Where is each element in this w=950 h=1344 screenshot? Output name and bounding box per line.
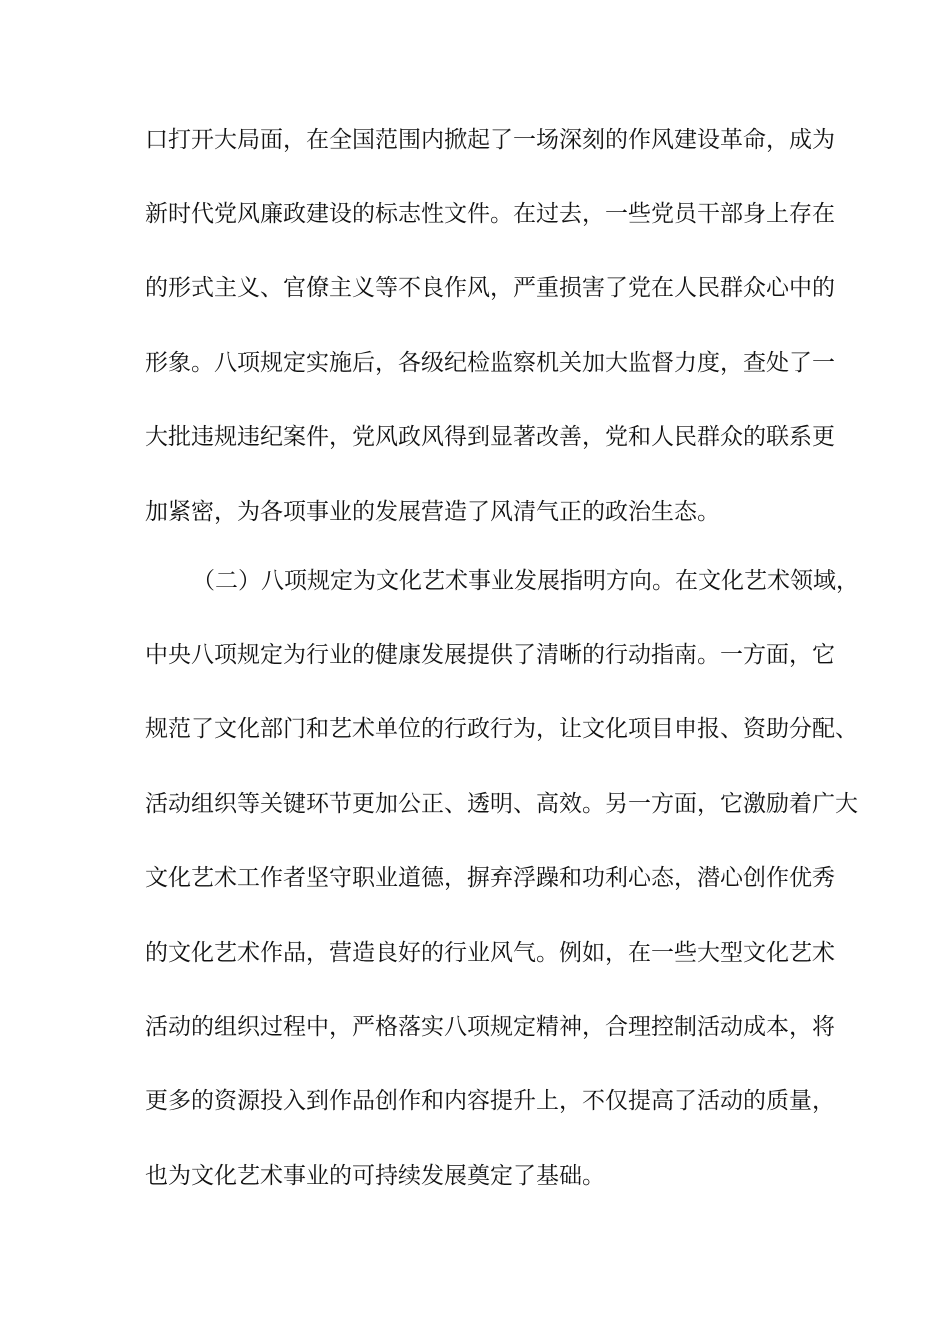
text-line: 也为文化艺术事业的可持续发展奠定了基础。 (145, 1163, 605, 1189)
text-line: 活动组织等关键环节更加公正、透明、高效。另一方面，它激励着广大 (145, 791, 858, 817)
text-line: 中央八项规定为行业的健康发展提供了清晰的行动指南。一方面，它 (145, 642, 835, 668)
text-line: 口打开大局面，在全国范围内掀起了一场深刻的作风建设革命，成为 (145, 127, 835, 153)
text-line: 活动的组织过程中，严格落实八项规定精神，合理控制活动成本，将 (145, 1014, 835, 1040)
section-heading-line: （二）八项规定为文化艺术事业发展指明方向。在文化艺术领域， (192, 568, 859, 594)
text-line: 的形式主义、官僚主义等不良作风，严重损害了党在人民群众心中的 (145, 275, 835, 301)
text-line: 文化艺术工作者坚守职业道德，摒弃浮躁和功利心态，潜心创作优秀 (145, 865, 835, 891)
text-line: 形象。八项规定实施后，各级纪检监察机关加大监督力度，查处了一 (145, 350, 835, 376)
text-line: 的文化艺术作品，营造良好的行业风气。例如，在一些大型文化艺术 (145, 940, 835, 966)
text-line: 更多的资源投入到作品创作和内容提升上，不仅提高了活动的质量， (145, 1088, 835, 1114)
text-line: 大批违规违纪案件，党风政风得到显著改善，党和人民群众的联系更 (145, 424, 835, 450)
text-line: 新时代党风廉政建设的标志性文件。在过去，一些党员干部身上存在 (145, 201, 835, 227)
text-line: 加紧密，为各项事业的发展营造了风清气正的政治生态。 (145, 499, 720, 525)
text-line: 规范了文化部门和艺术单位的行政行为，让文化项目申报、资助分配、 (145, 716, 858, 742)
